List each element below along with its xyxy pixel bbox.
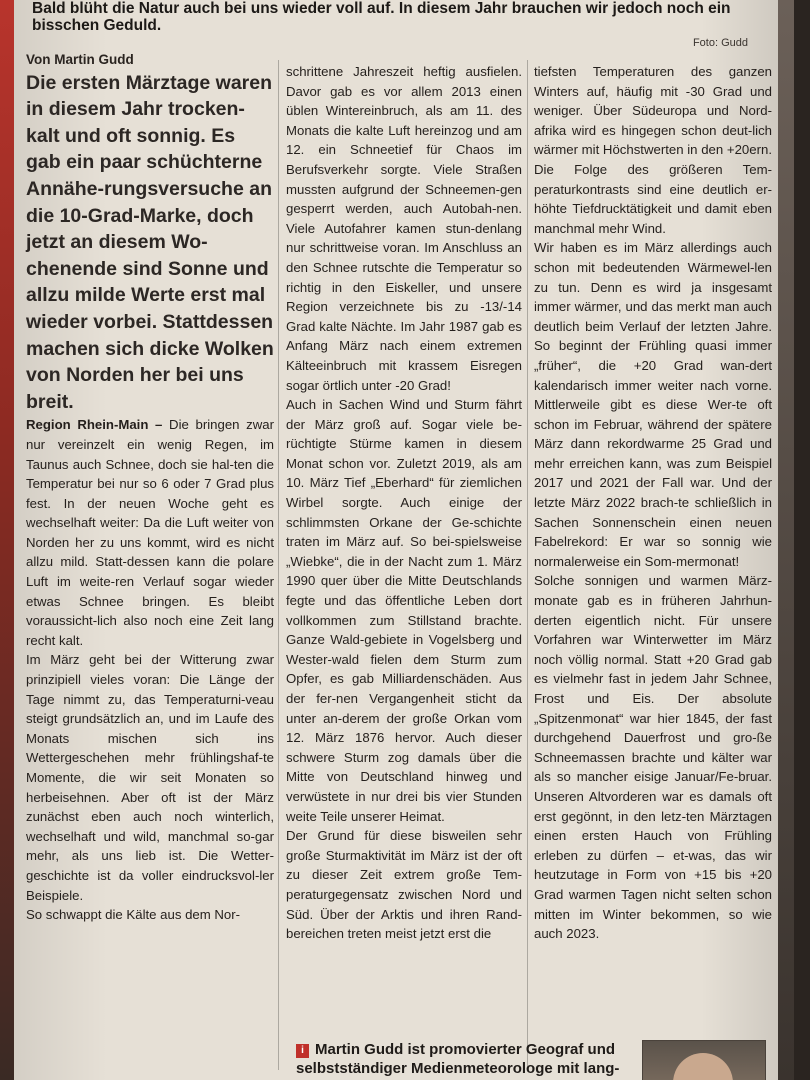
author-face: [673, 1053, 733, 1080]
article-paragraph: Im März geht bei der Witterung zwar prinzipiell vieles voran: Die Länge der Tage nimmt zu, das Temperaturni-veau steigt grundsätzlich an, und im Laufe des Monats mischen sich ins Wettergeschehen mehr frühlingshaf-te Momente, die wir seit Monaten so herbeisehnen. Aber oft ist der März zunächst eben auch noch winterlich, wechselhaft und wild, manchmal so-gar mehr, als uns lieb ist. Die Wetter-geschichte ist da voller eindrucksvol-ler Beispiele.: [26, 652, 274, 903]
article-lead: Die ersten Märztage waren in diesem Jahr trocken-kalt und oft sonnig. Es gab ein paar schüchterne Annähe-rungsversuche an die 10-Grad-Marke, doch jetzt an diesem Wo-chenende sind Sonne und allzu milde Werte erst mal wieder vorbei. Stattdessen machen sich dicke Wolken von Norden her bei uns breit.: [26, 71, 274, 413]
newspaper-page: [14, 0, 794, 1080]
article-column-2: [286, 62, 522, 944]
article-paragraph: Wir haben es im März allerdings auch schon mit bedeutenden Wärmewel-len zu tun. Denn es wird ja insgesamt immer wärmer, und das merkt man auch deutlich beim Verlauf der letzten Jahre. So beginnt der Frühling quasi immer „früher“, die +20 Grad wan-dert kalendarisch immer weiter nach vorne. Mittlerweile gibt es diese Wer-te oft schon im Februar, während der spätere März dann rekordwarme 25 Grad und mehr erreichen kann, was zum Beispiel 2017 und 2021 der Fall war. Und der letzte März 2022 brach-te schließlich in Sachen Sonnenschein einen neuen Fabelrekord: Er war so sonnig wie normalerweise ein Som-mermonat!: [534, 240, 772, 569]
article-column-3: [534, 62, 772, 944]
article-paragraph: [26, 415, 274, 650]
dateline: Region Rhein-Main –: [26, 417, 163, 433]
author-byline: Von Martin Gudd: [26, 52, 134, 67]
photo-caption: Bald blüht die Natur auch bei uns wieder voll auf. In diesem Jahr brauchen wir jedoch noch ein bisschen Geduld.: [32, 0, 731, 34]
column-rule: [278, 60, 279, 1070]
column-rule: [527, 60, 528, 1070]
article-column-1: [26, 50, 274, 925]
paragraph-text: Die bringen zwar nur vereinzelt ein wenig Regen, im Taunus auch Schnee, doch sie hal-ten die Temperatur bei nur so 6 oder 7 Grad plus fest. In der neuen Woche geht es wechselhaft weiter: Da die Luft weiter von Norden her zu uns kommt, wird es nicht allzu mild. Statt-dessen kann die polare Luft im weite-ren Verlauf sogar wieder etwas Schnee bringen. Es bleibt voraussicht-lich also noch eine Zeit lang recht kalt.: [26, 417, 274, 648]
article-paragraph: schrittene Jahreszeit heftig ausfielen. Davor gab es vor allem 2013 einen üblen Wintereinbruch, als am 11. des Monats die kalte Luft hereinzog und am 12. ein Schneetief für Chaos im Berufsverkehr sorgte. Viele Straßen mussten aufgrund der Schneemen-gen gesperrt werden, auch Autobah-nen. Viele Autofahrer kamen stun-denlang nur schrittweise voran. Im Anschluss an den Schnee rutschte die Temperatur so richtig in den Eiskeller, und unsere Region verzeichnete bis zu -13/-14 Grad kalte Nächte. Im Jahr 1987 gab es Anfang März nach einem extremen Kälteeinbruch mit krassem Eisregen sogar örtlich unter -20 Grad!: [286, 64, 522, 393]
article-paragraph: Der Grund für diese bisweilen sehr große Sturmaktivität im März ist der oft zu dieser Zeit extrem große Tem-peraturgegensatz zwischen Nord und Süd. Über der Arktis und ihren Rand-bereichen treten meist jetzt erst die: [286, 828, 522, 942]
info-icon: i: [296, 1044, 309, 1058]
article-paragraph: So schwappt die Kälte aus dem Nor-: [26, 907, 241, 923]
page-edge-right: [778, 0, 794, 1080]
article-paragraph: tiefsten Temperaturen des ganzen Winters auf, häufig mit -30 Grad und weniger. Über Südeuropa und Nord-afrika wird es hingegen schon deut-lich wärmer mit Höchstwerten in den +20ern. Die Folge des größeren Tem-peraturkontrasts sind eine deutlich er-höhte Tiefdrucktätigkeit und damit eben manchmal mehr Wind.: [534, 64, 772, 236]
author-photo: [642, 1040, 766, 1080]
author-bio: [296, 1040, 636, 1078]
article-paragraph: Solche sonnigen und warmen März-monate gab es in früheren Jahrhun-derten eigentlich nicht. Für unsere Vorfahren war Winterwetter im März noch völlig normal. Statt +20 Grad gab es vielmehr fast in jedem Jahr Schnee, Frost und Eis. Der absolute „Spitzenmonat“ war hier 1845, der fast durchgehend Dauerfrost und gro-ße Schneemassen brachte und kälter war als so mancher eisige Januar/Fe-bruar. Unseren Altvorderen war es damals oft erst gegönnt, in den letz-ten Märztagen einen ersten Hauch von Frühling erleben zu dürfen – et-was, das wir heutzutage in Form von +15 bis +20 Grad warmen Tagen nicht selten schon mitten im Winter bekommen, so wie auch 2023.: [534, 573, 772, 942]
bio-text: Martin Gudd ist promovierter Geograf und selbstständiger Medienmeteorologe mit lang-: [296, 1041, 620, 1077]
photo-credit: Foto: Gudd: [692, 37, 748, 49]
page-edge-left: [0, 0, 14, 1080]
article-paragraph: Auch in Sachen Wind und Sturm fährt der März groß auf. Sogar viele be-rüchtigte Stürme kamen in diesem Monat schon vor. Zuletzt 2019, als am 10. März Tief „Eberhard“ für ziemlichen Wirbel sorgte. Auch einige der schlimmsten Orkane der Ge-schichte traten im März auf. So bei-spielsweise „Wiebke“, die in der Nacht zum 1. März 1990 quer über die Mitte Deutschlands fegte und das öffentliche Leben dort vollkommen zum Stillstand brachte. Ganze Wald-gebiete in Vogelsberg und Wester-wald fielen dem Sturm zum Opfer, es gab Milliardenschäden. Aus der fer-nen Vergangenheit sticht da unter an-derem der große Orkan vom 12. März 1876 hervor. Auch dieser schwere Sturm zog damals über die Mitte von Deutschland hinweg und verwüstete in nur drei bis vier Stunden weite Teile unserer Heimat.: [286, 397, 522, 824]
